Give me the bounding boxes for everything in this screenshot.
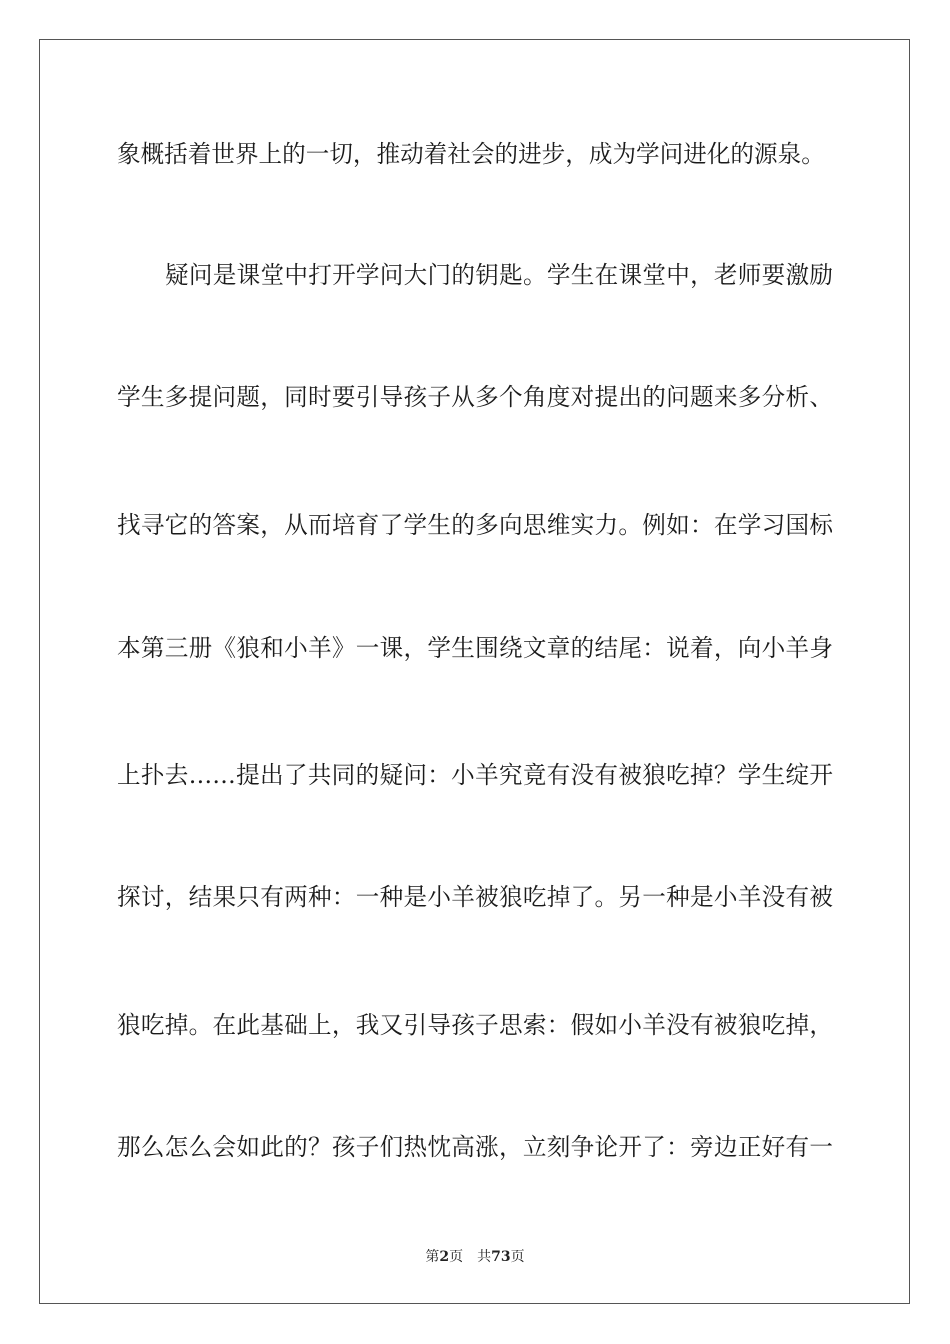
total-prefix: 共: [477, 1249, 492, 1265]
body-text-line-4: 找寻它的答案，从而培育了学生的多向思维实力。例如：在学习国标: [117, 511, 833, 539]
body-text-line-1: 象概括着世界上的一切，推动着社会的进步，成为学问进化的源泉。: [117, 140, 825, 168]
page-suffix: 页: [449, 1249, 464, 1265]
body-text-line-8: 狼吃掉。在此基础上，我又引导孩子思索：假如小羊没有被狼吃掉，: [117, 1011, 833, 1039]
body-text-line-2: 疑问是课堂中打开学问大门的钥匙。学生在课堂中，老师要激励: [165, 261, 833, 289]
page-number: 2: [439, 1249, 450, 1265]
body-text-line-5: 本第三册《狼和小羊》一课，学生围绕文章的结尾：说着，向小羊身: [117, 634, 833, 662]
body-text-line-7: 探讨，结果只有两种：一种是小羊被狼吃掉了。另一种是小羊没有被: [117, 883, 833, 911]
total-pages: 73: [491, 1249, 511, 1265]
page-prefix: 第: [425, 1249, 440, 1265]
page-footer: [0, 1248, 950, 1266]
body-text-line-9: 那么怎么会如此的？孩子们热忱高涨，立刻争论开了：旁边正好有一: [117, 1133, 833, 1161]
total-suffix: 页: [510, 1249, 525, 1265]
body-text-line-6: 上扑去……提出了共同的疑问：小羊究竟有没有被狼吃掉？学生绽开: [117, 761, 833, 789]
page-border: [39, 39, 910, 1304]
body-text-line-3: 学生多提问题，同时要引导孩子从多个角度对提出的问题来多分析、: [117, 383, 833, 411]
